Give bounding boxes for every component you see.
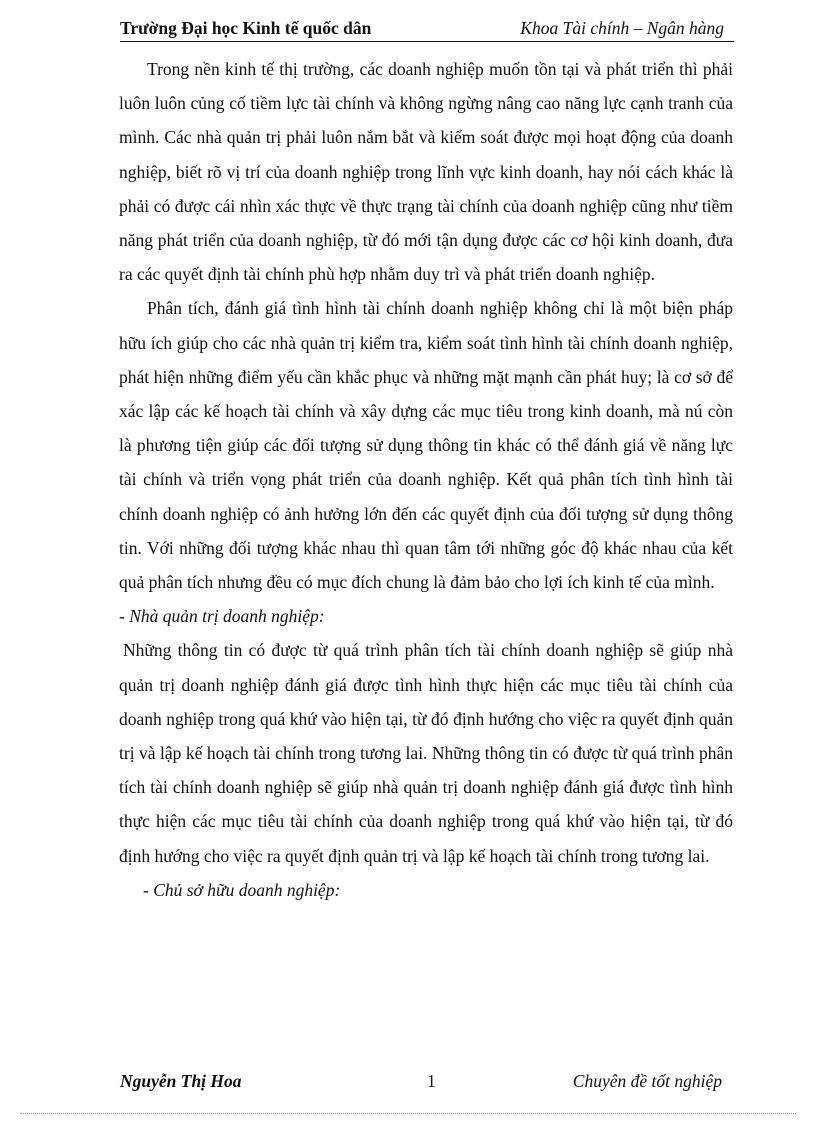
footer-page-number: 1 (427, 1071, 436, 1091)
paragraph-intro: Trong nền kinh tế thị trường, các doanh nghiệp muốn tồn tại và phát triển thì phải luôn luôn củng cố tiềm lực tài chính và không ngừng nâng cao năng lực cạnh tranh của mình. Các nhà quản trị phải luôn nắm bắt và kiểm soát được mọi hoạt động của doanh nghiệp, biết rõ vị trí của doanh nghiệp trong lĩnh vực kinh doanh, hay nói cách khác là phải có được cái nhìn xác thực về thực trạng tài chính của doanh nghiệp cũng như tiềm năng phát triển của doanh nghiệp, từ đó mới tận dụng được các cơ hội kinh doanh, đưa ra các quyết định tài chính phù hợp nhằm duy trì và phát triển doanh nghiệp. (119, 59, 733, 285)
bullet-owners: - Chủ sở hữu doanh nghiệp: (143, 879, 341, 900)
header-rule (120, 41, 734, 42)
bullet-managers: - Nhà quản trị doanh nghiệp: (119, 606, 325, 627)
page-footer (120, 1071, 734, 1095)
page-header (120, 18, 736, 42)
footer-doc-type: Chuyên đề tốt nghiệp (572, 1071, 722, 1091)
header-university: Trường Đại học Kinh tế quốc dân (120, 18, 372, 38)
paragraph-analysis: Phân tích, đánh giá tình hình tài chính doanh nghiệp không chỉ là một biện pháp hữu ích giúp cho các nhà quản trị kiểm tra, kiểm soát tình hình tài chính doanh nghiệp, phát hiện những điểm yếu cần khắc phục và những mặt mạnh cần phát huy; là cơ sở để xác lập các kế hoạch tài chính và xây dựng các mục tiêu trong kinh doanh, mà nú còn là phương tiện giúp các đối tượng sử dụng thông tin khác có thể đánh giá về năng lực tài chính và triển vọng phát triển của doanh nghiệp. Kết quả phân tích tình hình tài chính doanh nghiệp có ảnh hưởng lớn đến các quyết định của đối tượng sử dụng thông tin. Với những đối tượng khác nhau thì quan tâm tới những góc độ khác nhau của kết quả phân tích nhưng đều có mục đích chung là đảm bảo cho lợi ích kinh tế của mình. (119, 298, 733, 593)
paragraph-managers: Những thông tin có được từ quá trình phân tích tài chính doanh nghiệp sẽ giúp nhà quản trị doanh nghiệp đánh giá được tình hình thực hiện các mục tiêu tài chính của doanh nghiệp trong quá khứ vào hiện tại, từ đó định hướng cho việc ra quyết định quản trị và lập kế hoạch tài chính trong tương lai. Những thông tin có được từ quá trình phân tích tài chính doanh nghiệp sẽ giúp nhà quản trị doanh nghiệp đánh giá được tình hình thực hiện các mục tiêu tài chính của doanh nghiệp trong quá khứ vào hiện tại, từ đó định hướng cho việc ra quyết định quản trị và lập kế hoạch tài chính trong tương lai. (119, 640, 733, 866)
footer-author: Nguyễn Thị Hoa (120, 1071, 242, 1091)
header-faculty: Khoa Tài chính – Ngân hàng (520, 18, 724, 38)
page-bottom-border (20, 1113, 796, 1114)
document-body (119, 52, 733, 907)
